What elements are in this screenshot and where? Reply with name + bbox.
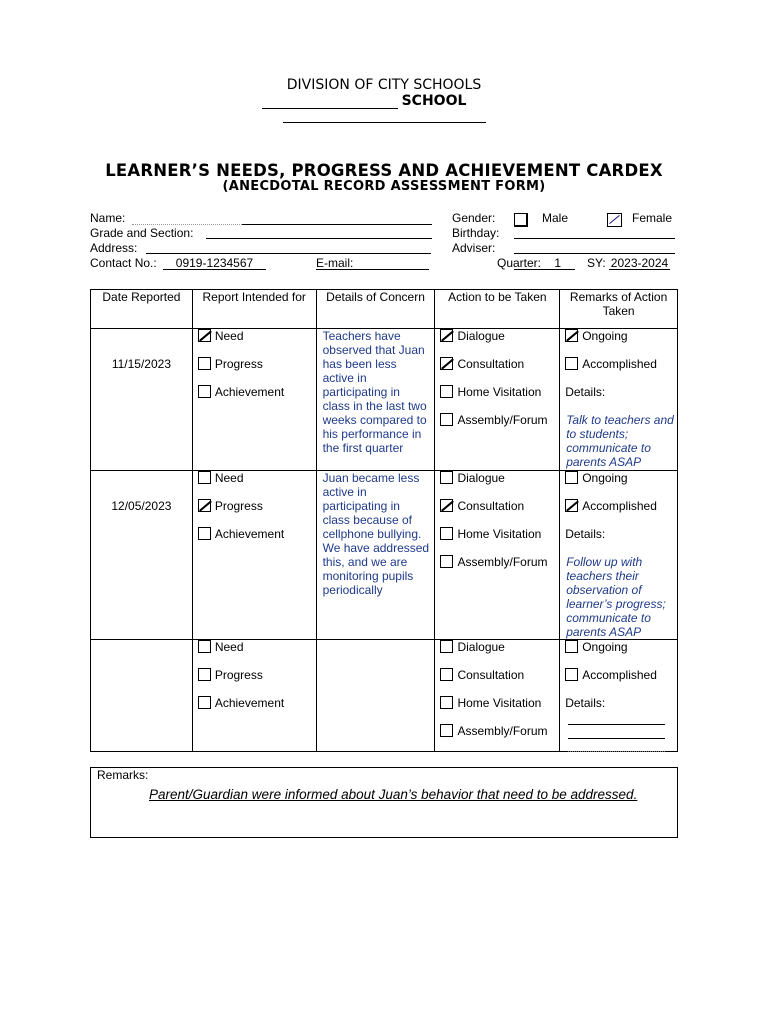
- progress-checkbox-checked[interactable]: [198, 499, 211, 512]
- ongoing-label: Ongoing: [582, 471, 628, 485]
- date-cell[interactable]: [91, 640, 193, 752]
- action-cell: [435, 640, 560, 752]
- progress-label: Progress: [214, 499, 263, 513]
- report-achievement-option[interactable]: [198, 527, 284, 541]
- accomplished-label: Accomplished: [582, 357, 657, 371]
- progress-checkbox[interactable]: [198, 668, 211, 681]
- table-row: [91, 329, 678, 471]
- need-checkbox-checked[interactable]: [198, 329, 211, 342]
- header-details-concern: Details of Concern: [316, 290, 435, 329]
- action-consultation-option[interactable]: [440, 499, 524, 513]
- report-progress-option[interactable]: [198, 668, 263, 682]
- remarks-box[interactable]: [90, 767, 678, 838]
- date-cell[interactable]: [91, 471, 193, 640]
- report-achievement-option[interactable]: [198, 696, 284, 710]
- female-label: Female: [632, 211, 673, 225]
- assembly-label: Assembly/Forum: [457, 724, 548, 738]
- adviser-label: Adviser:: [452, 241, 496, 255]
- consultation-checkbox-checked[interactable]: [440, 357, 453, 370]
- address-label: Address:: [90, 241, 138, 255]
- need-label: Need: [214, 471, 244, 485]
- header-action-taken: Action to be Taken: [435, 290, 560, 329]
- email-field[interactable]: [316, 256, 429, 270]
- grade-section-label: Grade and Section:: [90, 226, 194, 240]
- sy-label: SY:: [587, 256, 606, 270]
- accomplished-checkbox-checked[interactable]: [565, 499, 578, 512]
- assembly-checkbox[interactable]: [440, 555, 453, 568]
- grade-section-field[interactable]: [206, 238, 432, 239]
- date-cell[interactable]: [91, 329, 193, 471]
- quarter-field[interactable]: [514, 256, 575, 270]
- contact-field[interactable]: [163, 256, 266, 270]
- achievement-checkbox[interactable]: [198, 385, 211, 398]
- action-assembly-option[interactable]: [440, 555, 547, 569]
- dialogue-label: Dialogue: [457, 471, 505, 485]
- date-value: 12/05/2023: [111, 499, 172, 513]
- accomplished-checkbox[interactable]: [565, 357, 578, 370]
- details-text[interactable]: Follow up with teachers their observation of learner’s progress; communicate to parents ASAP: [566, 555, 666, 639]
- dialogue-label: Dialogue: [457, 329, 505, 343]
- female-checkbox[interactable]: [607, 212, 622, 230]
- anecdotal-record-table: [90, 289, 678, 752]
- report-cell: [192, 329, 316, 471]
- achievement-checkbox[interactable]: [198, 527, 211, 540]
- dialogue-checkbox-checked[interactable]: [440, 329, 453, 342]
- birthday-field[interactable]: [514, 238, 675, 239]
- accomplished-label: Accomplished: [582, 499, 657, 513]
- name-field-underline: [242, 224, 432, 225]
- school-address-blank[interactable]: [283, 122, 486, 123]
- date-value: 11/15/2023: [111, 357, 171, 371]
- need-checkbox[interactable]: [198, 640, 211, 653]
- form-title: LEARNER’S NEEDS, PROGRESS AND ACHIEVEMENT CARDEX: [105, 161, 663, 180]
- action-consultation-option[interactable]: [440, 357, 524, 371]
- consultation-checkbox[interactable]: [440, 668, 453, 681]
- remark-accomplished-option[interactable]: [565, 499, 657, 513]
- achievement-label: Achievement: [214, 696, 285, 710]
- dialogue-label: Dialogue: [457, 640, 505, 654]
- school-name-blank[interactable]: [262, 94, 398, 109]
- home-visitation-label: Home Visitation: [457, 696, 542, 710]
- report-progress-option[interactable]: [198, 357, 263, 371]
- remark-accomplished-option[interactable]: [565, 668, 657, 682]
- details-blank-line[interactable]: [568, 751, 665, 752]
- achievement-label: Achievement: [214, 385, 285, 399]
- ongoing-checkbox[interactable]: [565, 640, 578, 653]
- school-label: SCHOOL: [401, 93, 467, 109]
- concern-text: Juan became less active in participating in class because of cellphone bullying. We have addressed this, and we are monitoring pupils periodically: [322, 471, 430, 597]
- male-checkbox[interactable]: [514, 212, 528, 230]
- birthday-label: Birthday:: [452, 226, 500, 240]
- home-visitation-label: Home Visitation: [457, 527, 542, 541]
- consultation-label: Consultation: [457, 357, 525, 371]
- action-dialogue-option[interactable]: [440, 640, 504, 654]
- remark-accomplished-option[interactable]: [565, 357, 657, 371]
- achievement-label: Achievement: [214, 527, 285, 541]
- report-need-option[interactable]: [198, 471, 244, 485]
- contact-label: Contact No.:: [90, 256, 157, 270]
- need-checkbox[interactable]: [198, 471, 211, 484]
- remarks-action-cell: [560, 471, 678, 640]
- details-label: Details:: [565, 385, 606, 399]
- home-visitation-checkbox[interactable]: [440, 527, 453, 540]
- accomplished-label: Accomplished: [582, 668, 657, 682]
- remark-ongoing-option[interactable]: [565, 329, 627, 343]
- details-label: Details:: [565, 527, 606, 541]
- ongoing-label: Ongoing: [582, 329, 628, 343]
- concern-cell[interactable]: [316, 640, 435, 752]
- assembly-label: Assembly/Forum: [457, 555, 548, 569]
- ongoing-checkbox[interactable]: [565, 471, 578, 484]
- female-box-checked[interactable]: [607, 213, 622, 227]
- report-need-option[interactable]: [198, 329, 244, 343]
- header-date-reported: Date Reported: [91, 290, 193, 329]
- need-label: Need: [214, 640, 244, 654]
- accomplished-checkbox[interactable]: [565, 668, 578, 681]
- sy-field[interactable]: [609, 256, 670, 270]
- action-home-visitation-option[interactable]: [440, 385, 541, 399]
- remark-ongoing-option[interactable]: [565, 471, 627, 485]
- details-blank-line[interactable]: [568, 738, 665, 739]
- action-consultation-option[interactable]: [440, 668, 524, 682]
- table-row: [91, 640, 678, 752]
- report-achievement-option[interactable]: [198, 385, 284, 399]
- action-dialogue-option[interactable]: [440, 329, 504, 343]
- progress-checkbox[interactable]: [198, 357, 211, 370]
- assembly-label: Assembly/Forum: [457, 413, 548, 427]
- concern-cell[interactable]: [316, 329, 435, 471]
- home-visitation-checkbox[interactable]: [440, 696, 453, 709]
- action-dialogue-option[interactable]: [440, 471, 504, 485]
- action-assembly-option[interactable]: [440, 724, 547, 738]
- action-home-visitation-option[interactable]: [440, 527, 541, 541]
- concern-text: Teachers have observed that Juan has been less active in participating in class in the last two weeks compared to his performance in the first quarter: [322, 329, 427, 455]
- dialogue-checkbox[interactable]: [440, 471, 453, 484]
- form-subtitle: (ANECDOTAL RECORD ASSESSMENT FORM): [222, 179, 546, 194]
- progress-label: Progress: [214, 357, 263, 371]
- concern-cell[interactable]: [316, 471, 435, 640]
- address-field[interactable]: [146, 253, 431, 254]
- assembly-checkbox[interactable]: [440, 413, 453, 426]
- remarks-action-cell: [560, 329, 678, 471]
- report-cell: [192, 471, 316, 640]
- progress-label: Progress: [214, 668, 263, 682]
- name-label: Name:: [90, 211, 126, 225]
- action-home-visitation-option[interactable]: [440, 696, 541, 710]
- dialogue-checkbox[interactable]: [440, 640, 453, 653]
- details-blank-line[interactable]: [568, 724, 665, 725]
- header-report-intended: Report Intended for: [192, 290, 316, 329]
- consultation-checkbox-checked[interactable]: [440, 499, 453, 512]
- email-label: E-mail:: [316, 256, 354, 270]
- remarks-label: Remarks:: [97, 768, 149, 782]
- home-visitation-checkbox[interactable]: [440, 385, 453, 398]
- ongoing-label: Ongoing: [582, 640, 628, 654]
- remark-ongoing-option[interactable]: [565, 640, 627, 654]
- ongoing-checkbox-checked[interactable]: [565, 329, 578, 342]
- report-cell: [192, 640, 316, 752]
- quarter-label: Quarter:: [497, 256, 542, 270]
- header-remarks-action: Remarks of Action Taken: [560, 290, 678, 329]
- school-heading: [0, 93, 748, 109]
- remarks-text: Parent/Guardian were informed about Juan’s behavior that need to be addressed.: [149, 787, 638, 802]
- consultation-label: Consultation: [457, 668, 525, 682]
- male-box[interactable]: [514, 213, 528, 227]
- sy-value: 2023-2024: [610, 256, 669, 270]
- details-text[interactable]: Talk to teachers and to students; communicate to parents ASAP: [566, 413, 674, 469]
- home-visitation-label: Home Visitation: [457, 385, 542, 399]
- action-assembly-option[interactable]: [440, 413, 547, 427]
- action-cell: [435, 329, 560, 471]
- contact-value: 0919-1234567: [175, 256, 254, 270]
- remarks-action-cell: [560, 640, 678, 752]
- details-label: Details:: [565, 696, 606, 710]
- quarter-value: 1: [554, 256, 561, 270]
- consultation-label: Consultation: [457, 499, 525, 513]
- table-row: [91, 471, 678, 640]
- report-progress-option[interactable]: [198, 499, 263, 513]
- action-cell: [435, 471, 560, 640]
- division-heading: DIVISION OF CITY SCHOOLS: [286, 77, 482, 93]
- need-label: Need: [214, 329, 244, 343]
- achievement-checkbox[interactable]: [198, 696, 211, 709]
- table-header-row: [91, 290, 678, 329]
- adviser-field[interactable]: [514, 253, 675, 254]
- assembly-checkbox[interactable]: [440, 724, 453, 737]
- male-label: Male: [542, 211, 569, 225]
- gender-label: Gender:: [452, 211, 496, 225]
- report-need-option[interactable]: [198, 640, 244, 654]
